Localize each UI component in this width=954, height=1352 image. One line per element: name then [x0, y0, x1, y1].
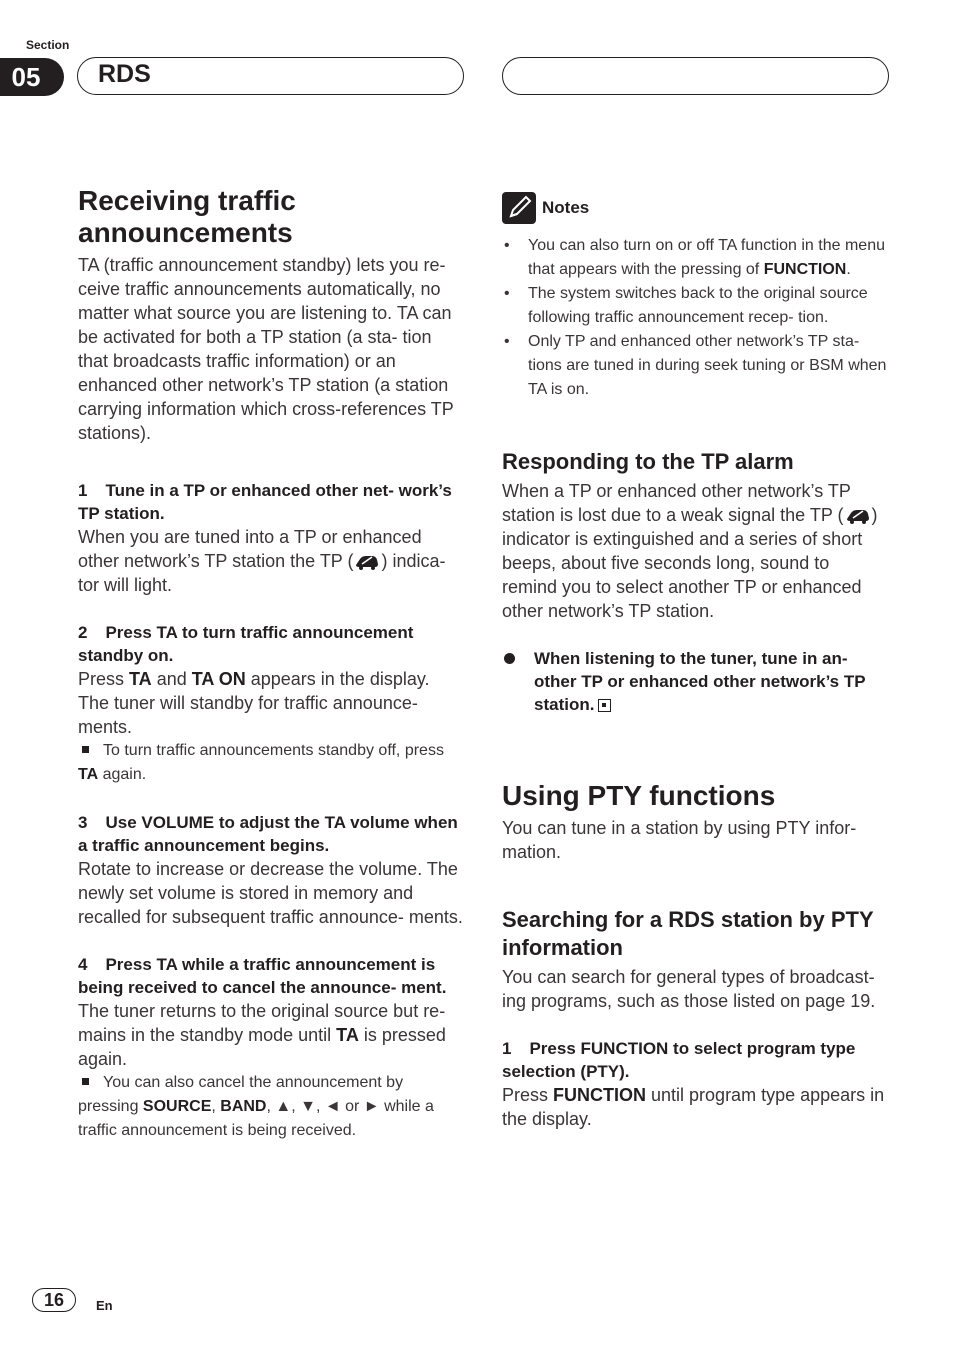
step-title-text: Press FUNCTION to select program type selection (PTY). [502, 1039, 856, 1081]
heading-line-1: Receiving traffic [78, 185, 296, 216]
text: . [846, 261, 851, 278]
pty-heading: Using PTY functions [502, 780, 776, 811]
section-number-badge: 05 [0, 58, 64, 96]
search-step-1-title [502, 1037, 888, 1083]
heading-line-2: announcements [78, 217, 293, 248]
chapter-title: RDS [98, 60, 151, 88]
step-3-body: Rotate to increase or decrease the volume. The newly set volume is stored in memory and recalled for subsequent traffic announce- ments. [78, 859, 463, 927]
source-key-label: SOURCE [142, 1098, 212, 1115]
square-bullet-icon [82, 746, 89, 753]
text: To turn traffic announcements standby off, press [103, 742, 444, 759]
tp-indicator-icon [354, 553, 380, 571]
note-item [502, 330, 888, 402]
step-title-text: Tune in a TP or enhanced other net- work’s TP station. [78, 481, 452, 523]
step-3-title [78, 811, 464, 857]
notes-pencil-icon [502, 192, 536, 224]
step-1-body-b: ) indica- tor will light. [78, 551, 446, 595]
step-2-body [78, 667, 464, 739]
square-bullet-icon [82, 1078, 89, 1085]
step-4-body [78, 999, 464, 1071]
text: until program type appears in the display. [502, 1085, 885, 1129]
intro-paragraph: TA (traffic announcement standby) lets you re- ceive traffic announcements automatically, no matter what source you are listening to. TA can be activated for both a TP station (a sta- tion that broadcasts traffic information) or an enhanced other network’s TP station (a station carrying information which cross-references TP stations). [78, 255, 454, 443]
chapter-title-pill [77, 57, 464, 95]
step-title-text: Press TA while a traffic announcement is being received to cancel the announce- ment. [78, 955, 447, 997]
step-title-text: Use VOLUME to adjust the TA volume when a traffic announcement begins. [78, 813, 458, 855]
round-bullet-icon [504, 653, 515, 664]
tp-indicator-icon [845, 507, 871, 525]
text: , ▲, ▼, ◄ or ► while a traffic announcement is being received. [78, 1098, 434, 1139]
step-number: 1 [78, 481, 88, 500]
pty-intro: You can tune in a station by using PTY infor- mation. [502, 818, 857, 862]
right-header-pill [502, 57, 889, 95]
text: appears in the display. The tuner will standby for traffic announce- ments. [78, 669, 430, 737]
ta-on-display-label: TA ON [191, 669, 246, 689]
note-item [502, 282, 888, 330]
search-step-1-body [502, 1083, 888, 1131]
band-key-label: BAND [220, 1098, 267, 1115]
text: You can also turn on or off TA function in the menu that appears with the pressing of [528, 237, 885, 278]
step-title-text: Press TA to turn traffic announcement standby on. [78, 623, 414, 665]
ta-key-label: TA [336, 1025, 359, 1045]
ta-key-label: TA [78, 766, 99, 783]
section-heading-traffic [78, 185, 464, 249]
bullet-icon: • [504, 333, 510, 350]
text: The system switches back to the original source following traffic announcement recep- tion. [528, 285, 868, 326]
note-item [502, 234, 888, 282]
page-number-badge: 16 [32, 1288, 76, 1312]
text: ) indicator is extinguished and a series of short beeps, about five seconds long, sound to remind you to select another TP or enhanced other network’s TP station. [502, 505, 878, 621]
text: is pressed again. [78, 1025, 446, 1069]
notes-title: Notes [542, 198, 590, 217]
text: Press [502, 1085, 554, 1105]
step-title-text: When listening to the tuner, tune in an- other TP or enhanced other network’s TP station. [534, 649, 866, 714]
step-number: 3 [78, 813, 88, 832]
text: Only TP and enhanced other network’s TP sta- tions are tuned in during seek tuning or BSM when TA is on. [528, 333, 887, 398]
text: again. [98, 766, 147, 783]
step-4-title [78, 953, 464, 999]
step-4-note [78, 1071, 464, 1143]
section-label: Section [26, 38, 70, 52]
text: Press [78, 669, 130, 689]
tp-alarm-step [502, 647, 888, 716]
step-1-body [78, 525, 464, 597]
notes-header [502, 192, 888, 224]
function-key-label: FUNCTION [763, 261, 847, 278]
text: You can also cancel the announcement by pressing [78, 1074, 404, 1115]
step-1-title [78, 479, 464, 525]
text: When a TP or enhanced other network’s TP station is lost due to a weak signal the TP ( [502, 481, 851, 525]
tp-alarm-heading: Responding to the TP alarm [502, 449, 794, 474]
step-2-note [78, 739, 464, 787]
text: , [211, 1098, 221, 1115]
step-number: 4 [78, 955, 88, 974]
text: The tuner returns to the original source but re- mains in the standby mode until [78, 1001, 446, 1045]
function-key-label: FUNCTION [553, 1085, 647, 1105]
bullet-icon: • [504, 237, 510, 254]
tp-alarm-body [502, 479, 888, 623]
step-number: 1 [502, 1039, 512, 1058]
language-label: En [96, 1298, 113, 1313]
step-2-title [78, 621, 464, 667]
text: and [151, 669, 192, 689]
left-column [78, 185, 464, 1143]
bullet-icon: • [504, 285, 510, 302]
search-pty-heading: Searching for a RDS station by PTY information [502, 907, 874, 960]
right-column [502, 192, 888, 1131]
step-1-body-a: When you are tuned into a TP or enhanced other network’s TP station the TP ( [78, 527, 422, 571]
step-number: 2 [78, 623, 88, 642]
ta-key-label: TA [129, 669, 152, 689]
end-of-section-icon [598, 699, 611, 712]
search-pty-body: You can search for general types of broadcast- ing programs, such as those listed on page 19. [502, 967, 876, 1011]
